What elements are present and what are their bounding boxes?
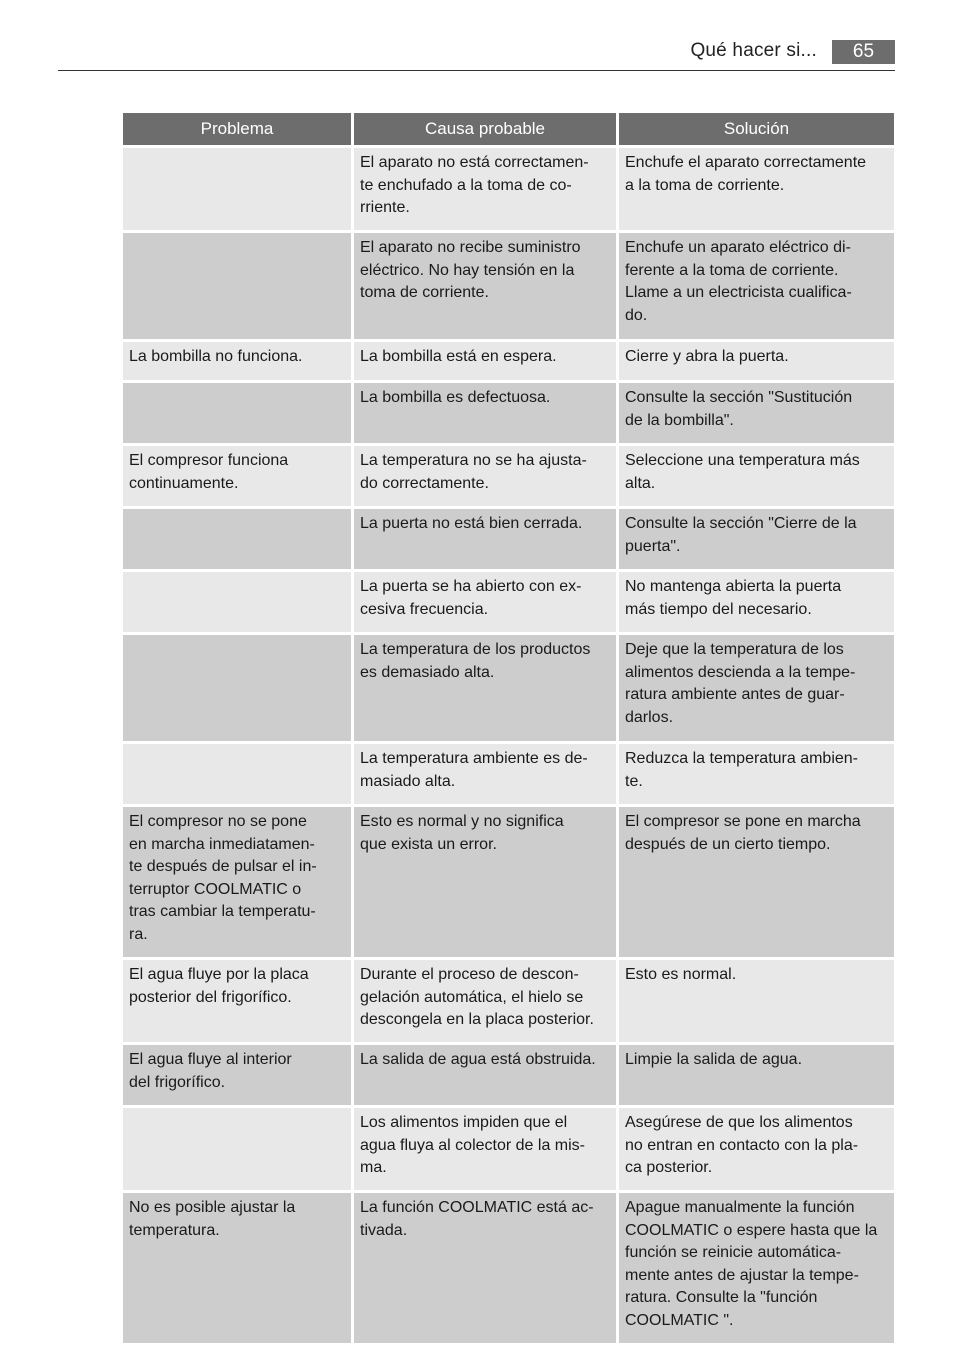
table-row — [123, 807, 894, 957]
cell-solution: Enchufe el aparato correctamente a la toma de corriente. — [619, 148, 894, 230]
cell-solution: Asegúrese de que los alimentos no entran en contacto con la pla- ca posterior. — [619, 1108, 894, 1190]
cell-cause: La puerta se ha abierto con ex- cesiva frecuencia. — [354, 572, 616, 632]
table-row — [123, 1193, 894, 1343]
cell-problem: El compresor funciona continuamente. — [123, 446, 351, 506]
table-row — [123, 960, 894, 1042]
table-row — [123, 635, 894, 741]
table-row — [123, 383, 894, 443]
cell-solution: Apague manualmente la función COOLMATIC o espere hasta que la función se reinicie automática- mente antes de ajustar la tempe- ratura. Consulte la "función COOLMATIC ". — [619, 1193, 894, 1343]
cell-solution: Esto es normal. — [619, 960, 894, 1042]
cell-problem: La bombilla no funciona. — [123, 342, 351, 380]
cell-problem — [123, 1108, 351, 1190]
table-row — [123, 1045, 894, 1105]
table-row — [123, 342, 894, 380]
cell-problem: No es posible ajustar la temperatura. — [123, 1193, 351, 1343]
cell-problem — [123, 635, 351, 741]
cell-problem — [123, 148, 351, 230]
cell-cause: La bombilla es defectuosa. — [354, 383, 616, 443]
cell-cause: Esto es normal y no significa que exista un error. — [354, 807, 616, 957]
cell-solution: No mantenga abierta la puerta más tiempo del necesario. — [619, 572, 894, 632]
table-row — [123, 509, 894, 569]
cell-cause: La puerta no está bien cerrada. — [354, 509, 616, 569]
table-row — [123, 572, 894, 632]
page-header — [58, 38, 895, 71]
cell-solution: Cierre y abra la puerta. — [619, 342, 894, 380]
cell-cause: Durante el proceso de descon- gelación automática, el hielo se descongela en la placa posterior. — [354, 960, 616, 1042]
cell-solution: Deje que la temperatura de los alimentos descienda a la tempe- ratura ambiente antes de guar- darlos. — [619, 635, 894, 741]
table-row — [123, 233, 894, 339]
cell-cause: La temperatura ambiente es de- masiado alta. — [354, 744, 616, 804]
table-row — [123, 1108, 894, 1190]
table-row — [123, 148, 894, 230]
column-header-solution: Solución — [619, 113, 894, 145]
cell-problem — [123, 233, 351, 339]
cell-problem — [123, 744, 351, 804]
table-row — [123, 446, 894, 506]
cell-cause: La temperatura no se ha ajusta- do correctamente. — [354, 446, 616, 506]
section-title: Qué hacer si... — [690, 40, 817, 61]
cell-solution: Reduzca la temperatura ambien- te. — [619, 744, 894, 804]
cell-solution: Consulte la sección "Sustitución de la bombilla". — [619, 383, 894, 443]
column-header-cause: Causa probable — [354, 113, 616, 145]
cell-solution: Enchufe un aparato eléctrico di- ferente a la toma de corriente. Llame a un electricista cualifica- do. — [619, 233, 894, 339]
cell-cause: La temperatura de los productos es demasiado alta. — [354, 635, 616, 741]
cell-cause: La salida de agua está obstruida. — [354, 1045, 616, 1105]
cell-cause: La bombilla está en espera. — [354, 342, 616, 380]
cell-cause: El aparato no está correctamen- te enchufado a la toma de co- rriente. — [354, 148, 616, 230]
cell-cause: Los alimentos impiden que el agua fluya al colector de la mis- ma. — [354, 1108, 616, 1190]
cell-solution: El compresor se pone en marcha después de un cierto tiempo. — [619, 807, 894, 957]
troubleshooting-table — [120, 110, 897, 1346]
table-body — [123, 148, 894, 1343]
cell-solution: Limpie la salida de agua. — [619, 1045, 894, 1105]
cell-problem — [123, 509, 351, 569]
cell-solution: Consulte la sección "Cierre de la puerta". — [619, 509, 894, 569]
cell-cause: La función COOLMATIC está ac- tivada. — [354, 1193, 616, 1343]
cell-solution: Seleccione una temperatura más alta. — [619, 446, 894, 506]
cell-problem — [123, 572, 351, 632]
page-number: 65 — [832, 40, 895, 64]
table-header-row — [123, 113, 894, 145]
cell-problem: El agua fluye por la placa posterior del frigorífico. — [123, 960, 351, 1042]
cell-problem: El compresor no se pone en marcha inmediatamen- te después de pulsar el in- terruptor COOLMATIC o tras cambiar la temperatu- ra. — [123, 807, 351, 957]
table-row — [123, 744, 894, 804]
column-header-problem: Problema — [123, 113, 351, 145]
cell-problem — [123, 383, 351, 443]
cell-problem: El agua fluye al interior del frigorífico. — [123, 1045, 351, 1105]
cell-cause: El aparato no recibe suministro eléctrico. No hay tensión en la toma de corriente. — [354, 233, 616, 339]
